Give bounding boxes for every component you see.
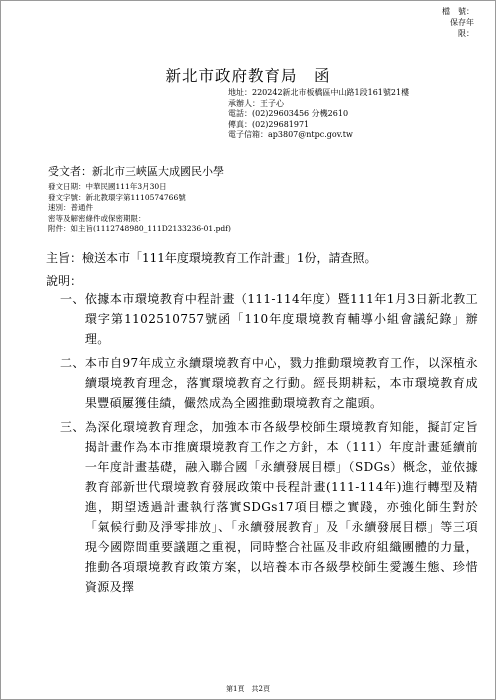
list-item (60, 289, 478, 349)
item-number: 二、 (60, 356, 85, 370)
list-item (60, 353, 478, 413)
speed-class: 速別：普通件 (48, 203, 93, 212)
recipient: 受文者：新北市三峽區大成國民小學 (48, 165, 224, 178)
contact-email: 電子信箱：ap3807@ntpc.gov.tw (228, 130, 353, 139)
contact-handler: 承辦人：王子心 (228, 98, 284, 108)
file-meta (436, 6, 474, 39)
contact-address: 地址：220242新北市板橋區中山路1段161號21樓 (228, 88, 410, 97)
item-number: 一、 (60, 292, 85, 306)
file-number-label: 檔 號： (442, 7, 474, 16)
attachment: 附件：如主旨(1112748980_111D2133236-01.pdf) (48, 224, 231, 233)
contact-phone: 電話：(02)29603456 分機2610 (228, 109, 349, 118)
confidentiality: 密等及解密條件或保密期限： (48, 213, 146, 223)
item-number: 三、 (60, 420, 85, 434)
contact-block (228, 88, 409, 141)
item-text: 本市自97年成立永續環境教育中心，戮力推動環境教育工作，以深植永續環境教育理念，落實環境教育之行動。經長期耕耘，本市環境教育成果豐碩屢獲佳績，儼然成為全國推動環境教育之龍頭。 (84, 356, 478, 410)
document-title: 新北市政府教育局 函 (165, 67, 331, 85)
item-text: 依據本市環境教育中程計畫（111-114年度）暨111年1月3日新北教工環字第1102510757號函「110年度環境教育輔導小組會議紀錄」辦理。 (84, 292, 478, 346)
list-item (60, 417, 478, 597)
contact-fax: 傳真：(02)29681971 (228, 119, 310, 129)
description-label: 說明： (46, 274, 83, 288)
dispatch-number: 發文字號：新北教環字第1110574766號 (48, 192, 186, 202)
item-text: 為深化環境教育理念，加強本市各級學校師生環境教育知能，擬訂定旨揭計畫作為本市推廣環境教育工作之方針，本（111）年度計畫延續前一年度計畫基礎，融入聯合國「永續發展目標」（SDGs）概念，並依據教育部新世代環境教育發展政策中長程計畫(111-114年)進行轉型及精進，期望透過計畫執行落實SDGs17項目標之實踐，亦強化師生對於「氣候行動及淨零排放」、「永續發展教育」及「永續發展目標」等三項現今國際間重要議題之重視，同時整合社區及非政府組織團體的力量，推動各項環境教育政策方案，以培養本市各級學校師生愛護生態、珍惜資源及擇 (84, 420, 478, 594)
page-footer: 第1頁 共2頁 (226, 685, 270, 693)
description-items (60, 289, 478, 601)
dispatch-meta (48, 182, 231, 235)
retention-label: 保存年限： (450, 18, 474, 38)
subject-line: 主旨：檢送本市「111年度環境教育工作計畫」1份，請查照。 (46, 251, 377, 265)
dispatch-date: 發文日期：中華民國111年3月30日 (48, 182, 167, 191)
